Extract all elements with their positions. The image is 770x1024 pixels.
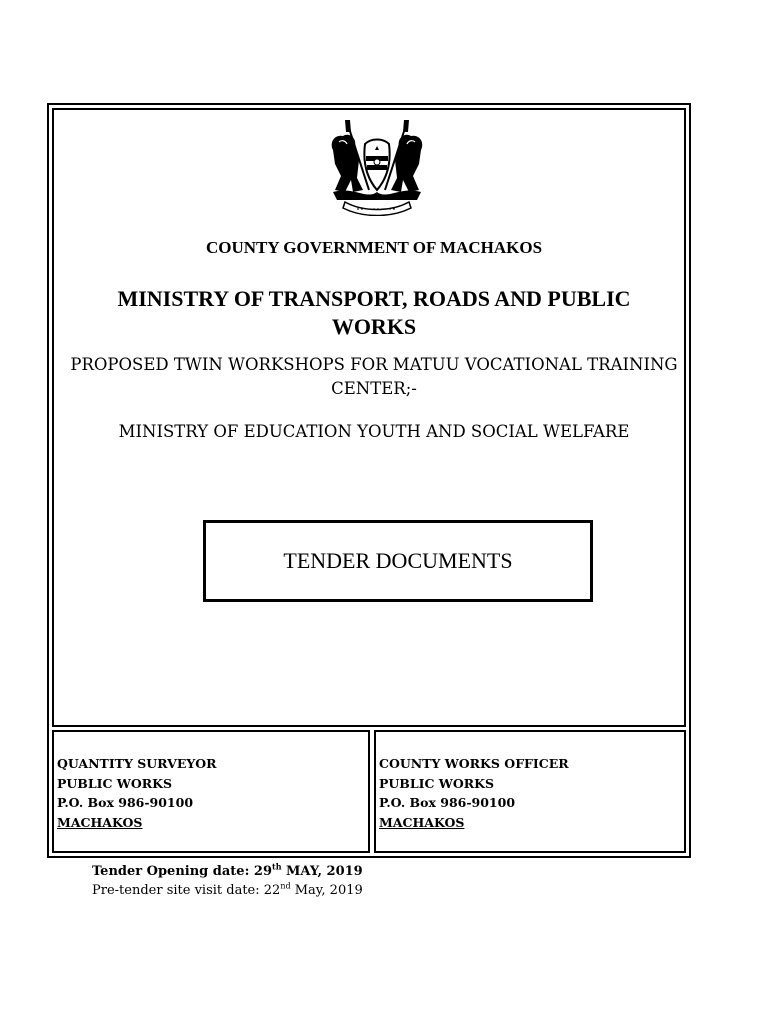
tender-opening-date bbox=[92, 862, 363, 881]
cover-main-panel bbox=[52, 108, 686, 727]
address-line: MACHAKOS bbox=[57, 814, 143, 830]
opening-date-month: MAY, 2019 bbox=[281, 864, 363, 879]
opening-date-text: Tender Opening date: 29 bbox=[92, 864, 272, 879]
tender-documents-label: TENDER DOCUMENTS bbox=[283, 548, 513, 573]
quantity-surveyor-address bbox=[57, 754, 217, 832]
project-title: PROPOSED TWIN WORKSHOPS FOR MATUU VOCATIONAL TRAINING CENTER;- bbox=[70, 355, 678, 398]
address-line: P.O. Box 986-90100 bbox=[379, 795, 516, 810]
opening-date-ordinal: th bbox=[272, 861, 282, 872]
address-line: PUBLIC WORKS bbox=[57, 775, 173, 791]
site-visit-date bbox=[92, 881, 363, 900]
visit-date-text: Pre-tender site visit date: 22 bbox=[92, 883, 281, 898]
ministry-title: MINISTRY OF TRANSPORT, ROADS AND PUBLIC WORKS bbox=[117, 286, 631, 339]
visit-date-ordinal: nd bbox=[280, 881, 291, 891]
address-line: MACHAKOS bbox=[379, 814, 465, 830]
county-title: COUNTY GOVERNMENT OF MACHAKOS bbox=[205, 238, 543, 257]
client-ministry: MINISTRY OF EDUCATION YOUTH AND SOCIAL WELFARE bbox=[118, 422, 630, 441]
tender-documents-box bbox=[203, 520, 593, 602]
tender-dates bbox=[92, 862, 363, 900]
quantity-surveyor-address-box bbox=[52, 730, 370, 853]
cover-frame bbox=[47, 103, 691, 858]
county-works-officer-address-box bbox=[374, 730, 686, 853]
visit-date-month: May, 2019 bbox=[290, 883, 363, 898]
address-line: COUNTY WORKS OFFICER bbox=[379, 756, 569, 771]
address-line: QUANTITY SURVEYOR bbox=[57, 756, 217, 771]
address-line: P.O. Box 986-90100 bbox=[57, 795, 194, 810]
coat-of-arms-icon bbox=[327, 120, 427, 216]
address-line: PUBLIC WORKS bbox=[379, 775, 495, 791]
county-works-officer-address bbox=[379, 754, 569, 832]
